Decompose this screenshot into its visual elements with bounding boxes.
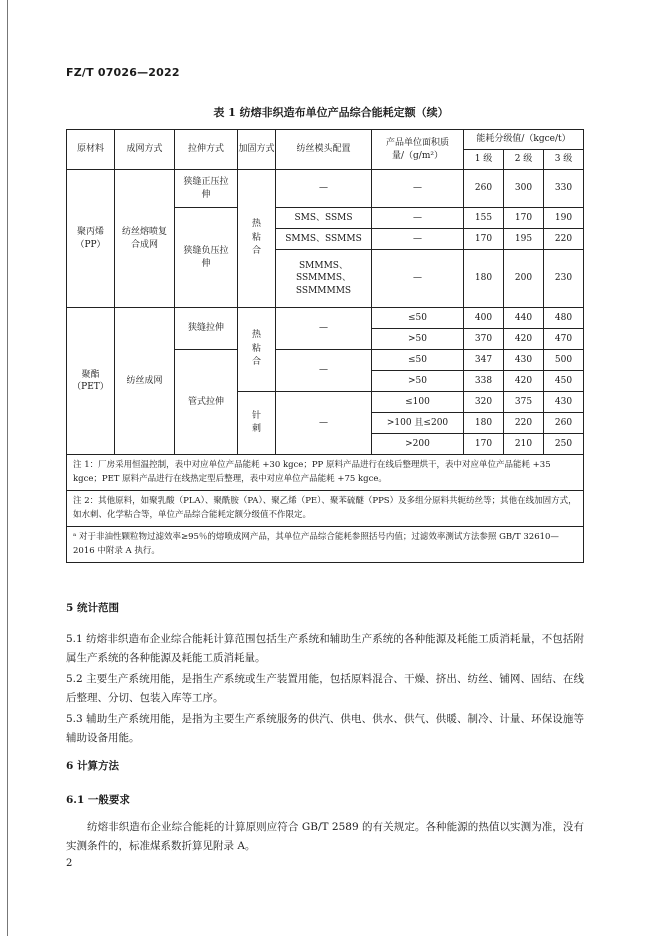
left-border-line: [7, 0, 8, 936]
col-header: 成网方式: [115, 130, 175, 170]
col-header: 纺丝模头配置: [276, 130, 372, 170]
cell-g1: 320: [464, 392, 504, 413]
cell-config: SMMMS、SSMMMS、SSMMMMS: [276, 250, 372, 308]
cell-g2: 170: [504, 208, 544, 229]
cell-raw: 聚丙烯（PP）: [67, 170, 115, 308]
standard-code: FZ/T 07026—2022: [66, 66, 180, 79]
cell-g2: 220: [504, 413, 544, 434]
table-note-row: [67, 455, 584, 491]
cell-mass: >50: [372, 371, 464, 392]
cell-draw: 狭缝拉伸: [175, 308, 238, 350]
cell-mass: —: [372, 208, 464, 229]
col-header: 2 级: [504, 150, 544, 170]
cell-g3: 450: [544, 371, 584, 392]
cell-draw: 管式拉伸: [175, 350, 238, 455]
cell-g1: 170: [464, 229, 504, 250]
cell-g3: 190: [544, 208, 584, 229]
table-note-1: 注 1：厂房采用恒温控制，表中对应单位产品能耗 +30 kgce；PP 原料产品进行在线后整理烘干，表中对应单位产品能耗 +35 kgce；PET 原料产品进行在线热定型后整理，表中对应单位产品能耗 +75 kgce。: [67, 455, 584, 491]
cell-g2: 420: [504, 329, 544, 350]
cell-g2: 420: [504, 371, 544, 392]
cell-raw: 聚酯（PET）: [67, 308, 115, 455]
clause-5-3: 5.3 辅助生产系统用能，是指为主要生产系统服务的供汽、供电、供水、供气、供暖、制冷、计量、环保设施等辅助设备用能。: [66, 713, 584, 744]
col-header: 能耗分级值/（kgce/t）: [464, 130, 584, 150]
cell-form: 纺丝成网: [115, 308, 175, 455]
cell-g3: 480: [544, 308, 584, 329]
table-title: 表 1 纺熔非织造布单位产品综合能耗定额（续）: [213, 106, 449, 119]
col-header: 1 级: [464, 150, 504, 170]
cell-g2: 300: [504, 170, 544, 208]
cell-g3: 500: [544, 350, 584, 371]
table-footnote: ᵃ 对于非油性颗粒物过滤效率≥95％的熔喷成网产品，其单位产品综合能耗参照括号内值；过滤效率测试方法参照 GB/T 32610—2016 中附录 A 执行。: [67, 526, 584, 562]
table-note-2: 注 2：其他原料，如聚乳酸（PLA）、聚酰胺（PA）、聚乙烯（PE）、聚苯硫醚（PPS）及多组分原料共轭纺丝等；其他在线加固方式，如水刺、化学粘合等，单位产品综合能耗定额分级值不作限定。: [67, 490, 584, 526]
cell-g3: 470: [544, 329, 584, 350]
cell-g3: 330: [544, 170, 584, 208]
col-header: 拉伸方式: [175, 130, 238, 170]
cell-mass: ≤50: [372, 308, 464, 329]
clause-5-1: 5.1 纺熔非织造布企业综合能耗计算范围包括生产系统和辅助生产系统的各种能源及耗能工质消耗量，不包括附属生产系统的各种能源及耗能工质消耗量。: [66, 633, 584, 664]
cell-g1: 370: [464, 329, 504, 350]
cell-g1: 170: [464, 434, 504, 455]
col-header: 原材料: [67, 130, 115, 170]
energy-quota-table: [66, 129, 584, 563]
cell-g3: 220: [544, 229, 584, 250]
cell-form: 纺丝熔喷复合成网: [115, 170, 175, 308]
cell-g2: 195: [504, 229, 544, 250]
cell-mass: >200: [372, 434, 464, 455]
cell-mass: —: [372, 250, 464, 308]
cell-config: SMMS、SSMMS: [276, 229, 372, 250]
cell-g3: 250: [544, 434, 584, 455]
cell-g2: 430: [504, 350, 544, 371]
cell-g3: 260: [544, 413, 584, 434]
col-header: 3 级: [544, 150, 584, 170]
cell-bond: 针刺: [238, 392, 276, 455]
cell-config: —: [276, 308, 372, 350]
cell-g3: 230: [544, 250, 584, 308]
cell-g1: 347: [464, 350, 504, 371]
clause-5-2: 5.2 主要生产系统用能，是指生产系统或生产装置用能，包括原料混合、干燥、挤出、纺丝、铺网、固结、在线后整理、分切、包装入库等工序。: [66, 673, 584, 704]
table-row: [67, 308, 584, 329]
cell-bond: 热粘合: [238, 308, 276, 392]
cell-bond: 热粘合: [238, 170, 276, 308]
cell-mass: >50: [372, 329, 464, 350]
cell-mass: —: [372, 170, 464, 208]
cell-g2: 440: [504, 308, 544, 329]
clause-6-1: 纺熔非织造布企业综合能耗的计算原则应符合 GB/T 2589 的有关规定。各种能源的热值以实测为准，没有实测条件的，标准煤系数折算见附录 A。: [66, 821, 584, 852]
cell-g2: 210: [504, 434, 544, 455]
cell-g2: 200: [504, 250, 544, 308]
table-header-row: [67, 130, 584, 150]
cell-mass: ≤50: [372, 350, 464, 371]
cell-config: —: [276, 392, 372, 455]
cell-mass: >100 且≤200: [372, 413, 464, 434]
table-note-row: [67, 526, 584, 562]
cell-mass: —: [372, 229, 464, 250]
cell-g1: 180: [464, 250, 504, 308]
section-6-title: 6 计算方法: [66, 760, 119, 772]
cell-g1: 400: [464, 308, 504, 329]
page-number: 2: [66, 858, 73, 869]
col-header: 加固方式: [238, 130, 276, 170]
table-note-row: [67, 490, 584, 526]
section-5-title: 5 统计范围: [66, 602, 119, 614]
cell-g2: 375: [504, 392, 544, 413]
cell-config: SMS、SSMS: [276, 208, 372, 229]
cell-config: —: [276, 170, 372, 208]
cell-config: —: [276, 350, 372, 392]
cell-g1: 155: [464, 208, 504, 229]
cell-g3: 430: [544, 392, 584, 413]
cell-draw: 狭缝负压拉伸: [175, 208, 238, 308]
cell-mass: ≤100: [372, 392, 464, 413]
cell-g1: 338: [464, 371, 504, 392]
cell-g1: 260: [464, 170, 504, 208]
col-header: 产品单位面积质量/（g/m²）: [372, 130, 464, 170]
section-6-1-title: 6.1 一般要求: [66, 794, 130, 806]
cell-draw: 狭缝正压拉伸: [175, 170, 238, 208]
table-row: [67, 170, 584, 208]
cell-g1: 180: [464, 413, 504, 434]
